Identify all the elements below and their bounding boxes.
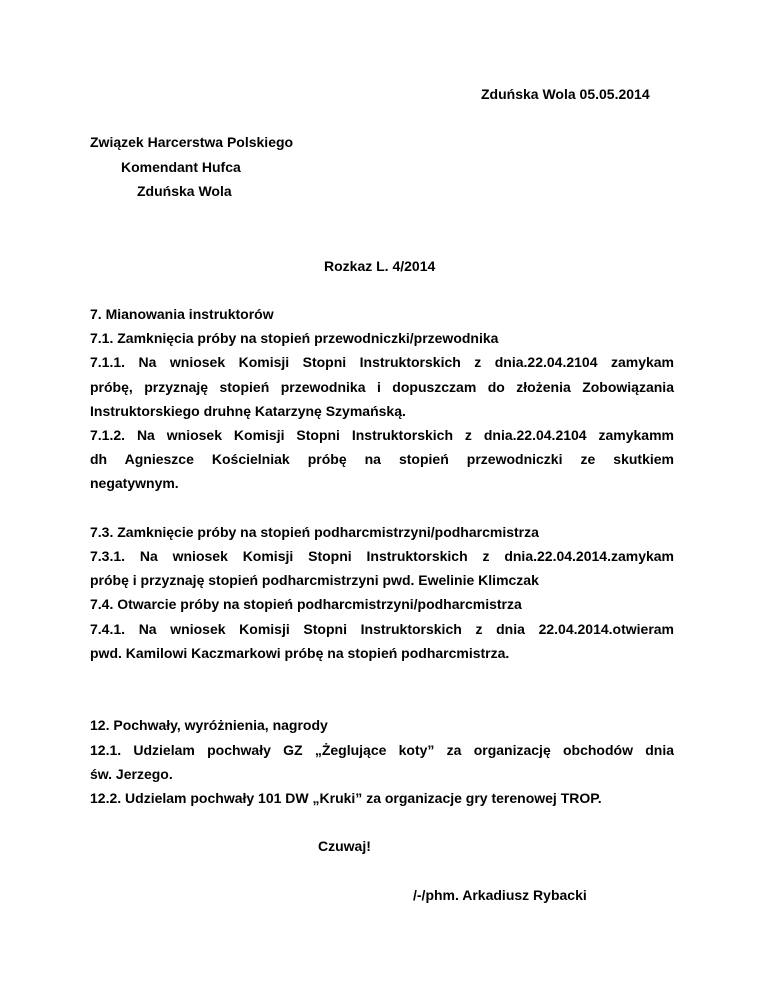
paragraph-7-3-1-line-1: 7.3.1. Na wniosek Komisji Stopni Instruktorskich z dnia.22.04.2014.zamykam (90, 548, 674, 564)
subsection-7-1-heading: 7.1. Zamknięcia próby na stopień przewodniczki/przewodnika (90, 330, 499, 346)
paragraph-12-1-line-1: 12.1. Udzielam pochwały GZ „Żeglujące koty” za organizację obchodów dnia (90, 742, 674, 758)
paragraph-7-1-2-line-2: dh Agnieszce Kościelniak próbę na stopień przewodniczki ze skutkiem (90, 451, 674, 467)
organization-location: Zduńska Wola (137, 183, 232, 199)
place-date: Zduńska Wola 05.05.2014 (481, 86, 650, 102)
paragraph-7-1-2-line-3: negatywnym. (90, 475, 179, 491)
organization-name: Związek Harcerstwa Polskiego (90, 134, 294, 150)
section-12-heading: 12. Pochwały, wyróżnienia, nagrody (90, 717, 328, 733)
section-7-heading: 7. Mianowania instruktorów (90, 306, 274, 322)
document-title: Rozkaz L. 4/2014 (324, 258, 436, 274)
paragraph-7-1-1-line-3: Instruktorskiego druhnę Katarzynę Szymańską. (90, 403, 406, 419)
organization-role: Komendant Hufca (121, 159, 241, 175)
subsection-7-4-heading: 7.4. Otwarcie próby na stopień podharcmistrzyni/podharcmistrza (90, 596, 522, 612)
subsection-7-3-heading: 7.3. Zamknięcie próby na stopień podharcmistrzyni/podharcmistrza (90, 524, 539, 540)
paragraph-7-1-2-line-1: 7.1.2. Na wniosek Komisji Stopni Instruktorskich z dnia.22.04.2104 zamykamm (90, 427, 674, 443)
paragraph-12-1-line-2: św. Jerzego. (90, 766, 173, 782)
paragraph-7-4-1-line-1: 7.4.1. Na wniosek Komisji Stopni Instruktorskich z dnia 22.04.2014.otwieram (90, 621, 674, 637)
paragraph-7-1-1-line-2: próbę, przyznaję stopień przewodnika i dopuszczam do złożenia Zobowiązania (90, 379, 674, 395)
paragraph-7-3-1-line-2: próbę i przyznaję stopień podharcmistrzyni pwd. Ewelinie Klimczak (90, 572, 539, 588)
closing-salutation: Czuwaj! (318, 838, 371, 854)
paragraph-12-2: 12.2. Udzielam pochwały 101 DW „Kruki” za organizacje gry terenowej TROP. (90, 790, 602, 806)
paragraph-7-1-1-line-1: 7.1.1. Na wniosek Komisji Stopni Instruktorskich z dnia.22.04.2104 zamykam (90, 354, 674, 370)
signature: /-/phm. Arkadiusz Rybacki (413, 887, 587, 903)
paragraph-7-4-1-line-2: pwd. Kamilowi Kaczmarkowi próbę na stopień podharcmistrza. (90, 645, 510, 661)
